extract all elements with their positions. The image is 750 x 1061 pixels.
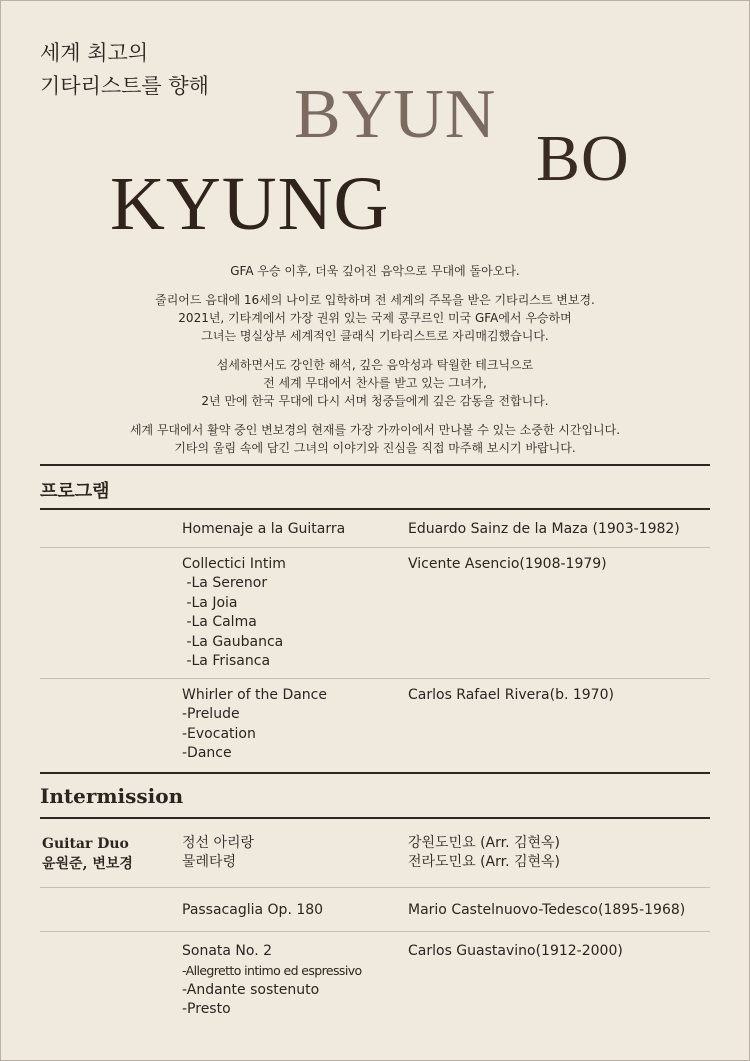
- composer: Carlos Guastavino(1912-2000): [408, 943, 623, 959]
- work-title: 정선 아리랑 물레타령: [182, 835, 255, 870]
- movement: -Andante sostenuto: [182, 981, 320, 998]
- tagline-line-2: 기타리스트를 향해: [40, 74, 209, 98]
- work-title: Sonata No. 2: [182, 943, 273, 959]
- movement: -La Gaubanca: [182, 633, 284, 650]
- performers-label: Guitar Duo 윤원준, 변보경: [42, 836, 133, 872]
- tagline-line-1: 세계 최고의: [40, 41, 149, 65]
- divider: [40, 772, 710, 774]
- movement: -Prelude: [182, 706, 240, 722]
- work: [182, 834, 402, 872]
- divider: [40, 678, 710, 679]
- work: [182, 901, 402, 920]
- work: [182, 520, 402, 539]
- composer: Carlos Rafael Rivera(b. 1970): [408, 687, 614, 703]
- movement: -La Frisanca: [182, 653, 271, 669]
- movement: -La Serenor: [182, 575, 268, 591]
- title-kyung: KYUNG: [110, 162, 390, 246]
- work: [182, 942, 412, 1020]
- work-title: Homenaje a la Guitarra: [182, 521, 346, 537]
- divider: [40, 464, 710, 466]
- work: [182, 555, 402, 672]
- divider: [40, 817, 710, 819]
- work-title: Whirler of the Dance: [182, 687, 327, 703]
- work-title: Passacaglia Op. 180: [182, 902, 324, 918]
- movement: -Allegretto intimo ed espressivo: [182, 963, 362, 978]
- divider: [40, 887, 710, 888]
- movement: -La Calma: [182, 614, 257, 630]
- work-title: Collectici Intim: [182, 556, 286, 572]
- composer: Mario Castelnuovo-Tedesco(1895-1968): [408, 902, 686, 918]
- divider: [40, 508, 710, 510]
- title-bo: BO: [536, 122, 630, 195]
- divider: [40, 931, 710, 932]
- composer: Eduardo Sainz de la Maza (1903-1982): [408, 521, 680, 537]
- tagline: [40, 37, 209, 103]
- intermission-heading: Intermission: [40, 784, 184, 808]
- program-heading: 프로그램: [40, 481, 110, 502]
- intro-paragraph: 섬세하면서도 강인한 해석, 깊은 음악성과 탁월한 테크닉으로 전 세계 무대에서 찬사를 받고 있는 그녀가, 2년 만에 한국 무대에 다시 서며 청중들에게 깊은 감동을 전합니다.: [201, 358, 549, 408]
- divider: [40, 547, 710, 548]
- movement: -Dance: [182, 745, 232, 761]
- movement: -Presto: [182, 1001, 231, 1017]
- intro-paragraph: GFA 우승 이후, 더욱 깊어진 음악으로 무대에 돌아오다.: [230, 264, 520, 278]
- title-byun: BYUN: [294, 76, 497, 153]
- work: [182, 686, 402, 764]
- movement: -Evocation: [182, 725, 256, 742]
- composer: 강원도민요 (Arr. 김현옥) 전라도민요 (Arr. 김현옥): [408, 835, 561, 870]
- movement: -La Joia: [182, 594, 238, 611]
- composer: Vicente Asencio(1908-1979): [408, 556, 607, 572]
- intro-paragraph: 세계 무대에서 활약 중인 변보경의 현재를 가장 가까이에서 만나볼 수 있는 소중한 시간입니다. 기타의 울림 속에 담긴 그녀의 이야기와 진심을 직접 마주해 보시기 바랍니다.: [129, 423, 621, 455]
- intro-text: [40, 262, 710, 468]
- intro-paragraph: 줄리어드 음대에 16세의 나이로 입학하며 전 세계의 주목을 받은 기타리스트 변보경. 2021년, 기타계에서 가장 권위 있는 국제 콩쿠르인 미국 GFA에서 우승하며 그녀는 명실상부 세계적인 클래식 기타리스트로 자리매김했습니다.: [155, 293, 595, 343]
